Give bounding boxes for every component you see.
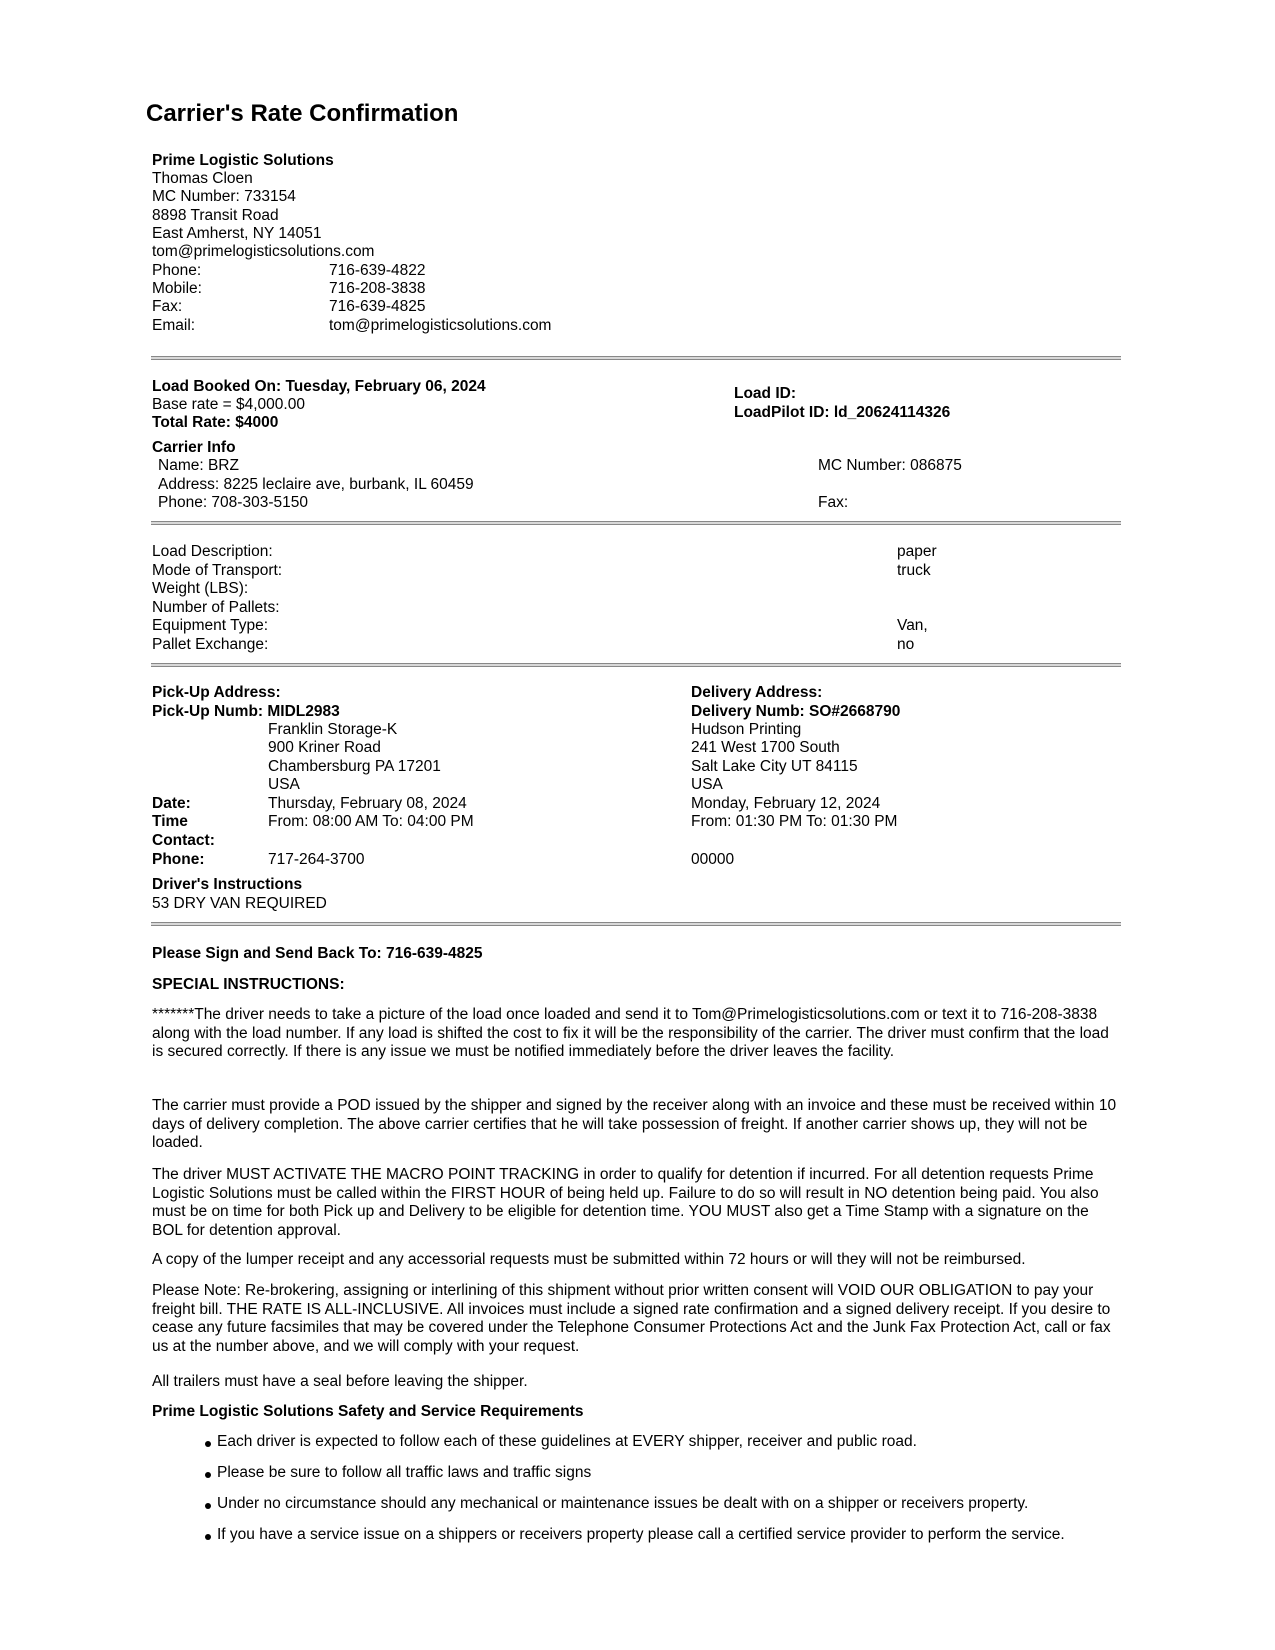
broker-email: tom@primelogisticsolutions.com [329, 317, 552, 334]
date-label: Date: [152, 795, 191, 812]
page-title: Carrier's Rate Confirmation [146, 100, 459, 127]
booked-on: Load Booked On: Tuesday, February 06, 2024 [152, 378, 486, 395]
pickup-name: Franklin Storage-K [268, 721, 398, 738]
time-label: Time [152, 813, 188, 830]
broker-phone-label: Phone: [152, 262, 202, 279]
delivery-numb: Delivery Numb: SO#2668790 [691, 703, 901, 720]
broker-fax: 716-639-4825 [329, 298, 426, 315]
safety-heading: Prime Logistic Solutions Safety and Service Requirements [152, 1403, 584, 1420]
special-instructions-heading: SPECIAL INSTRUCTIONS: [152, 976, 345, 993]
bullet-icon [205, 1472, 211, 1478]
load-row-label: Weight (LBS): [152, 580, 249, 597]
delivery-date: Monday, February 12, 2024 [691, 795, 881, 812]
load-row-label: Equipment Type: [152, 617, 269, 634]
delivery-name: Hudson Printing [691, 721, 802, 738]
driver-instructions-text: 53 DRY VAN REQUIRED [152, 895, 327, 912]
phone-label: Phone: [152, 851, 205, 868]
delivery-city: Salt Lake City UT 84115 [691, 758, 858, 775]
instruction-paragraph: Please Note: Re-brokering, assigning or interlining of this shipment without prior written consent will VOID OUR OBLIGATION to pay your freight bill. THE RATE IS ALL-INCLUSIVE. All invoices must include a signed rate confirmation and a signed delivery receipt. If you desire to cease any future facsimiles that may be covered under the Telephone Consumer Protections Act and the Junk Fax Protection Act, call or fax us at the number above, and we will comply with your request. [152, 1282, 1111, 1355]
broker-email-label: Email: [152, 317, 196, 334]
broker-mc: MC Number: 733154 [152, 188, 296, 205]
list-item: Each driver is expected to follow each of these guidelines at EVERY shipper, receiver and public road. [217, 1433, 917, 1450]
load-row-value: truck [897, 562, 931, 579]
pickup-street: 900 Kriner Road [268, 739, 381, 756]
instruction-paragraph: The carrier must provide a POD issued by the shipper and signed by the receiver along with an invoice and these must be received within 10 days of delivery completion. The above carrier certifies that he will take possession of freight. If another carrier shows up, they will not be loaded. [152, 1097, 1117, 1151]
list-item: Under no circumstance should any mechanical or maintenance issues be dealt with on a shipper or receivers property. [217, 1495, 1029, 1512]
load-row-value: no [897, 636, 915, 653]
delivery-street: 241 West 1700 South [691, 739, 840, 756]
broker-phone: 716-639-4822 [329, 262, 426, 279]
delivery-heading: Delivery Address: [691, 684, 823, 701]
pickup-city: Chambersburg PA 17201 [268, 758, 441, 775]
loadpilot-id: LoadPilot ID: ld_20624114326 [734, 404, 951, 421]
carrier-name: Name: BRZ [158, 457, 239, 474]
broker-mobile: 716-208-3838 [329, 280, 426, 297]
load-row-label: Pallet Exchange: [152, 636, 269, 653]
load-row-label: Number of Pallets: [152, 599, 280, 616]
carrier-address: Address: 8225 leclaire ave, burbank, IL 60459 [158, 476, 474, 493]
broker-city: East Amherst, NY 14051 [152, 225, 322, 242]
pickup-phone: 717-264-3700 [268, 851, 365, 868]
load-row-value: paper [897, 543, 937, 560]
broker-street: 8898 Transit Road [152, 207, 279, 224]
driver-instructions-heading: Driver's Instructions [152, 876, 303, 893]
divider [151, 521, 1121, 525]
instruction-paragraph: *******The driver needs to take a picture of the load once loaded and send it to Tom@Primelogisticsolutions.com or text it to 716-208-3838 along with the load number. If any load is shifted the cost to fix it will be the responsibility of the carrier. The driver must confirm that the load is secured correctly. If there is any issue we must be notified immediately before the driver leaves the facility. [152, 1006, 1109, 1060]
load-row-value: Van, [897, 617, 928, 634]
load-row-label: Mode of Transport: [152, 562, 283, 579]
delivery-country: USA [691, 776, 723, 793]
instruction-paragraph: The driver MUST ACTIVATE THE MACRO POINT TRACKING in order to qualify for detention if incurred. For all detention requests Prime Logistic Solutions must be called within the FIRST HOUR of being held up. Failure to do so will result in NO detention being paid. You also must be on time for both Pick up and Delivery to be eligible for detention time. YOU MUST also get a Time Stamp with a signature on the BOL for detention approval. [152, 1166, 1099, 1239]
delivery-time: From: 01:30 PM To: 01:30 PM [691, 813, 898, 830]
divider [151, 663, 1121, 667]
broker-mobile-label: Mobile: [152, 280, 202, 297]
sign-back: Please Sign and Send Back To: 716-639-4825 [152, 945, 483, 962]
pickup-time: From: 08:00 AM To: 04:00 PM [268, 813, 474, 830]
list-item: Please be sure to follow all traffic laws and traffic signs [217, 1464, 592, 1481]
base-rate: Base rate = $4,000.00 [152, 396, 305, 413]
pickup-date: Thursday, February 08, 2024 [268, 795, 467, 812]
broker-fax-label: Fax: [152, 298, 183, 315]
load-id: Load ID: [734, 385, 796, 402]
list-item: If you have a service issue on a shippers or receivers property please call a certified service provider to perform the service. [217, 1526, 1065, 1543]
divider [151, 356, 1121, 360]
carrier-phone: Phone: 708-303-5150 [158, 494, 308, 511]
bullet-icon [205, 1441, 211, 1447]
broker-company: Prime Logistic Solutions [152, 152, 334, 169]
broker-contact: Thomas Cloen [152, 170, 253, 187]
total-rate: Total Rate: $4000 [152, 414, 279, 431]
broker-email-line: tom@primelogisticsolutions.com [152, 243, 375, 260]
bullet-icon [205, 1503, 211, 1509]
pickup-country: USA [268, 776, 300, 793]
load-row-label: Load Description: [152, 543, 273, 560]
carrier-mc: MC Number: 086875 [818, 457, 962, 474]
instruction-paragraph: A copy of the lumper receipt and any accessorial requests must be submitted within 72 hours or will they will not be reimbursed. [152, 1251, 1026, 1268]
instruction-paragraph: All trailers must have a seal before leaving the shipper. [152, 1373, 528, 1390]
contact-label: Contact: [152, 832, 215, 849]
carrier-fax: Fax: [818, 494, 849, 511]
bullet-icon [205, 1534, 211, 1540]
delivery-phone: 00000 [691, 851, 735, 868]
pickup-numb: Pick-Up Numb: MIDL2983 [152, 703, 340, 720]
carrier-heading: Carrier Info [152, 439, 236, 456]
divider [151, 922, 1121, 926]
pickup-heading: Pick-Up Address: [152, 684, 281, 701]
